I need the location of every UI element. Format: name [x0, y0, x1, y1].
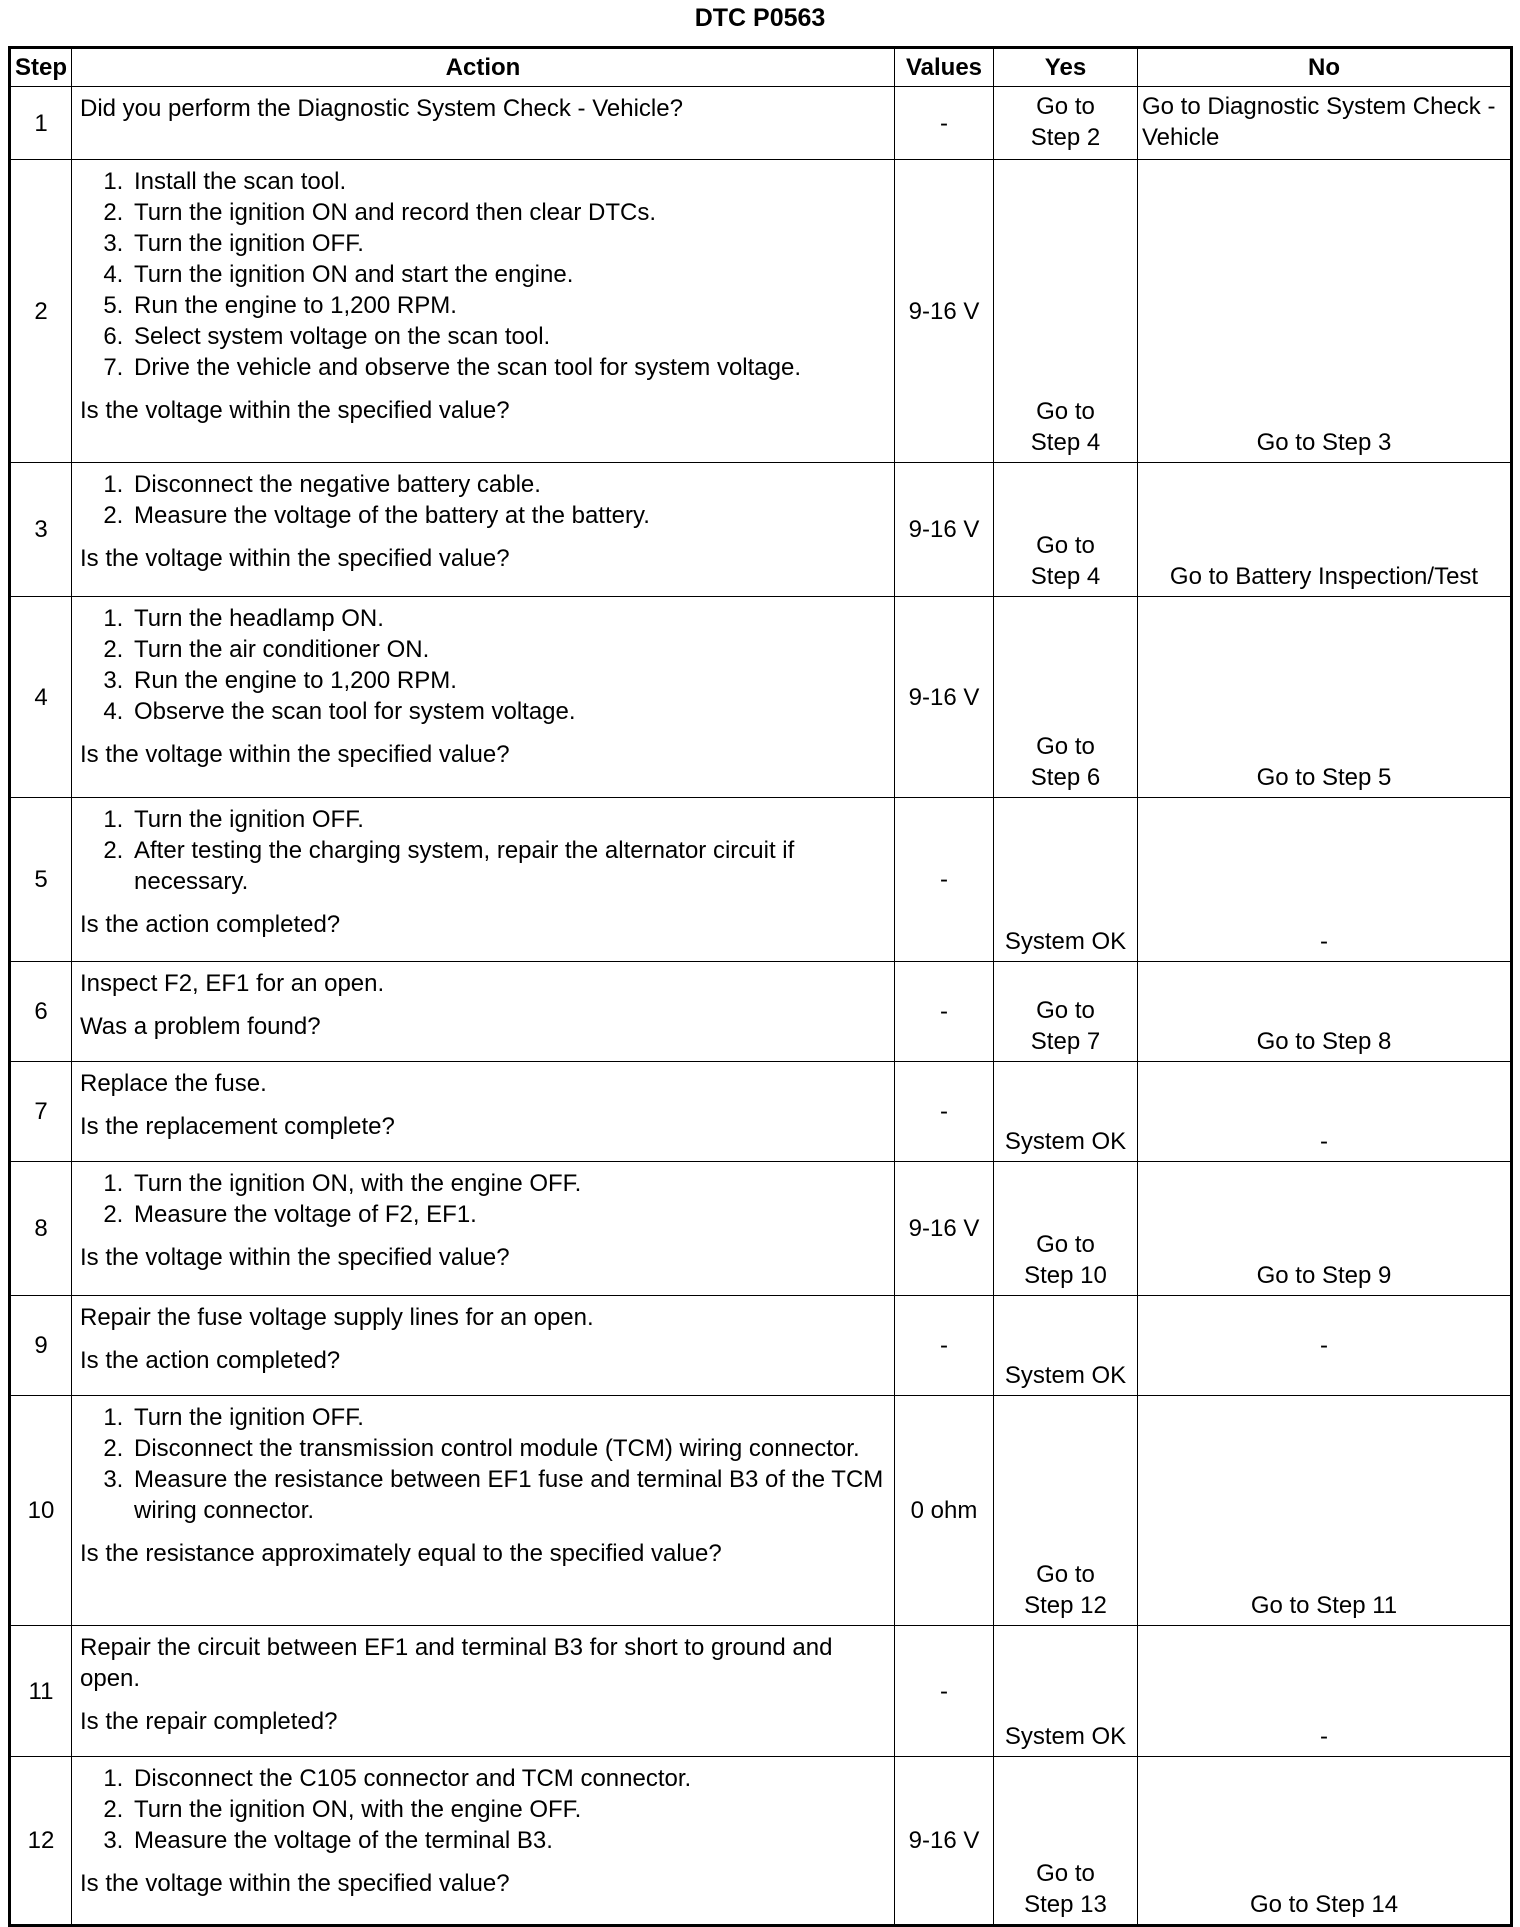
- action-cell: [72, 798, 895, 962]
- yes-cell: [994, 1396, 1138, 1626]
- yes-cell: [994, 962, 1138, 1062]
- values-cell: 0 ohm: [895, 1396, 994, 1626]
- yes-text: Step 7: [1030, 1028, 1101, 1055]
- action-question: Is the voltage within the specified value?: [80, 1244, 510, 1271]
- header-no: No: [1138, 48, 1512, 87]
- values-cell: -: [895, 87, 994, 160]
- action-step-item: 5. Run the engine to 1,200 RPM.: [130, 290, 886, 321]
- step-number: 12: [10, 1757, 72, 1926]
- action-steps-list: [80, 1168, 886, 1230]
- action-instruction: Did you perform the Diagnostic System Check - Vehicle?: [80, 95, 683, 122]
- step-number: 10: [10, 1396, 72, 1626]
- action-steps-list: [80, 1763, 886, 1856]
- step-number: 9: [10, 1296, 72, 1396]
- yes-text: Step 4: [1030, 563, 1101, 590]
- action-instruction: Inspect F2, EF1 for an open.: [80, 970, 385, 997]
- action-step-item: 4. Turn the ignition ON and start the engine.: [130, 259, 886, 290]
- yes-text: Step 10: [1024, 1262, 1107, 1289]
- action-steps-list: [80, 469, 886, 531]
- action-step-item: 3. Run the engine to 1,200 RPM.: [130, 665, 886, 696]
- yes-text: System OK: [1004, 928, 1127, 955]
- action-question: Was a problem found?: [80, 1013, 321, 1040]
- header-yes: Yes: [994, 48, 1138, 87]
- header-action: Action: [72, 48, 895, 87]
- yes-cell: [994, 1162, 1138, 1296]
- action-step-item: 2. After testing the charging system, repair the alternator circuit if necessary.: [130, 835, 886, 897]
- action-question: Is the voltage within the specified value?: [80, 397, 510, 424]
- yes-text: Step 2: [1030, 124, 1101, 151]
- action-step-item: 1. Turn the ignition ON, with the engine OFF.: [130, 1168, 886, 1199]
- values-cell: 9-16 V: [895, 463, 994, 597]
- action-steps-list: [80, 1402, 886, 1526]
- step-number: 8: [10, 1162, 72, 1296]
- yes-text: Go to: [1036, 398, 1095, 425]
- action-cell: [72, 1062, 895, 1162]
- action-step-item: 2. Turn the air conditioner ON.: [130, 634, 886, 665]
- no-cell: -: [1138, 1296, 1512, 1396]
- step-number: 1: [10, 87, 72, 160]
- action-step-item: 1. Disconnect the C105 connector and TCM connector.: [130, 1763, 886, 1794]
- action-steps-list: [80, 166, 886, 383]
- values-cell: -: [895, 1296, 994, 1396]
- table-row: [10, 160, 1512, 463]
- yes-cell: [994, 597, 1138, 798]
- yes-text: Go to: [1036, 1561, 1095, 1588]
- values-cell: -: [895, 962, 994, 1062]
- table-row: [10, 1757, 1512, 1926]
- action-step-item: 3. Turn the ignition OFF.: [130, 228, 886, 259]
- yes-cell: [994, 1626, 1138, 1757]
- yes-text: Go to: [1036, 997, 1095, 1024]
- document-title: DTC P0563: [694, 4, 826, 32]
- no-cell: Go to Battery Inspection/Test: [1138, 463, 1512, 597]
- no-cell: Go to Step 5: [1138, 597, 1512, 798]
- action-question: Is the voltage within the specified value?: [80, 545, 510, 572]
- action-step-item: 2. Disconnect the transmission control module (TCM) wiring connector.: [130, 1433, 886, 1464]
- table-row: [10, 87, 1512, 160]
- action-cell: [72, 1296, 895, 1396]
- action-question: Is the action completed?: [80, 911, 341, 938]
- table-row: [10, 1626, 1512, 1757]
- yes-text: Go to: [1036, 532, 1095, 559]
- yes-cell: [994, 87, 1138, 160]
- yes-text: System OK: [1004, 1128, 1127, 1155]
- action-question: Is the voltage within the specified value?: [80, 741, 510, 768]
- yes-text: Go to: [1036, 1231, 1095, 1258]
- yes-cell: [994, 160, 1138, 463]
- no-cell: Go to Step 8: [1138, 962, 1512, 1062]
- yes-text: System OK: [1004, 1723, 1127, 1750]
- diagnostic-table: [8, 46, 1513, 1927]
- action-instruction: Repair the circuit between EF1 and terminal B3 for short to ground and open.: [80, 1634, 833, 1692]
- action-cell: [72, 87, 895, 160]
- action-question: Is the resistance approximately equal to the specified value?: [80, 1540, 722, 1567]
- action-cell: [72, 1626, 895, 1757]
- table-row: [10, 597, 1512, 798]
- action-instruction: Repair the fuse voltage supply lines for an open.: [80, 1304, 594, 1331]
- values-cell: 9-16 V: [895, 597, 994, 798]
- action-step-item: 2. Measure the voltage of F2, EF1.: [130, 1199, 886, 1230]
- yes-text: System OK: [1004, 1362, 1127, 1389]
- yes-text: Step 4: [1030, 429, 1101, 456]
- action-step-item: 1. Turn the ignition OFF.: [130, 804, 886, 835]
- action-question: Is the replacement complete?: [80, 1113, 395, 1140]
- no-cell: Go to Step 9: [1138, 1162, 1512, 1296]
- step-number: 2: [10, 160, 72, 463]
- header-step: Step: [10, 48, 72, 87]
- action-step-item: 3. Measure the resistance between EF1 fuse and terminal B3 of the TCM wiring connector.: [130, 1464, 886, 1526]
- action-step-item: 1. Install the scan tool.: [130, 166, 886, 197]
- yes-cell: [994, 1062, 1138, 1162]
- yes-text: Step 13: [1024, 1891, 1107, 1918]
- action-cell: [72, 1757, 895, 1926]
- action-cell: [72, 1162, 895, 1296]
- action-cell: [72, 597, 895, 798]
- values-cell: -: [895, 1626, 994, 1757]
- step-number: 4: [10, 597, 72, 798]
- action-question: Is the repair completed?: [80, 1708, 338, 1735]
- table-row: [10, 463, 1512, 597]
- values-cell: 9-16 V: [895, 160, 994, 463]
- action-cell: [72, 160, 895, 463]
- no-cell: Go to Step 3: [1138, 160, 1512, 463]
- action-step-item: 2. Measure the voltage of the battery at the battery.: [130, 500, 886, 531]
- no-cell: Go to Diagnostic System Check - Vehicle: [1138, 87, 1512, 160]
- action-question: Is the voltage within the specified value?: [80, 1870, 510, 1897]
- table-row: [10, 798, 1512, 962]
- table-row: [10, 1296, 1512, 1396]
- action-cell: [72, 962, 895, 1062]
- action-step-item: 4. Observe the scan tool for system voltage.: [130, 696, 886, 727]
- values-cell: -: [895, 1062, 994, 1162]
- action-step-item: 2. Turn the ignition ON and record then clear DTCs.: [130, 197, 886, 228]
- action-step-item: 1. Turn the headlamp ON.: [130, 603, 886, 634]
- action-step-item: 2. Turn the ignition ON, with the engine OFF.: [130, 1794, 886, 1825]
- no-cell: -: [1138, 1626, 1512, 1757]
- action-steps-list: [80, 804, 886, 897]
- action-instruction: Replace the fuse.: [80, 1070, 267, 1097]
- values-cell: -: [895, 798, 994, 962]
- yes-cell: [994, 1757, 1138, 1926]
- yes-cell: [994, 463, 1138, 597]
- action-step-item: 6. Select system voltage on the scan tool.: [130, 321, 886, 352]
- yes-text: Step 6: [1030, 764, 1101, 791]
- yes-cell: [994, 798, 1138, 962]
- values-cell: 9-16 V: [895, 1162, 994, 1296]
- no-cell: Go to Step 11: [1138, 1396, 1512, 1626]
- table-row: [10, 1396, 1512, 1626]
- table-header-row: [10, 48, 1512, 87]
- step-number: 11: [10, 1626, 72, 1757]
- no-cell: -: [1138, 798, 1512, 962]
- yes-text: Go to: [1036, 93, 1095, 120]
- no-cell: Go to Step 14: [1138, 1757, 1512, 1926]
- action-step-item: 1. Disconnect the negative battery cable.: [130, 469, 886, 500]
- yes-text: Step 12: [1024, 1592, 1107, 1619]
- action-cell: [72, 1396, 895, 1626]
- action-steps-list: [80, 603, 886, 727]
- action-question: Is the action completed?: [80, 1347, 341, 1374]
- table-row: [10, 962, 1512, 1062]
- step-number: 5: [10, 798, 72, 962]
- action-cell: [72, 463, 895, 597]
- yes-text: Go to: [1036, 1860, 1095, 1887]
- action-step-item: 1. Turn the ignition OFF.: [130, 1402, 886, 1433]
- action-step-item: 7. Drive the vehicle and observe the scan tool for system voltage.: [130, 352, 886, 383]
- yes-cell: [994, 1296, 1138, 1396]
- yes-text: Go to: [1036, 733, 1095, 760]
- table-row: [10, 1162, 1512, 1296]
- step-number: 6: [10, 962, 72, 1062]
- action-step-item: 3. Measure the voltage of the terminal B3.: [130, 1825, 886, 1856]
- step-number: 7: [10, 1062, 72, 1162]
- no-cell: -: [1138, 1062, 1512, 1162]
- values-cell: 9-16 V: [895, 1757, 994, 1926]
- step-number: 3: [10, 463, 72, 597]
- table-row: [10, 1062, 1512, 1162]
- header-values: Values: [895, 48, 994, 87]
